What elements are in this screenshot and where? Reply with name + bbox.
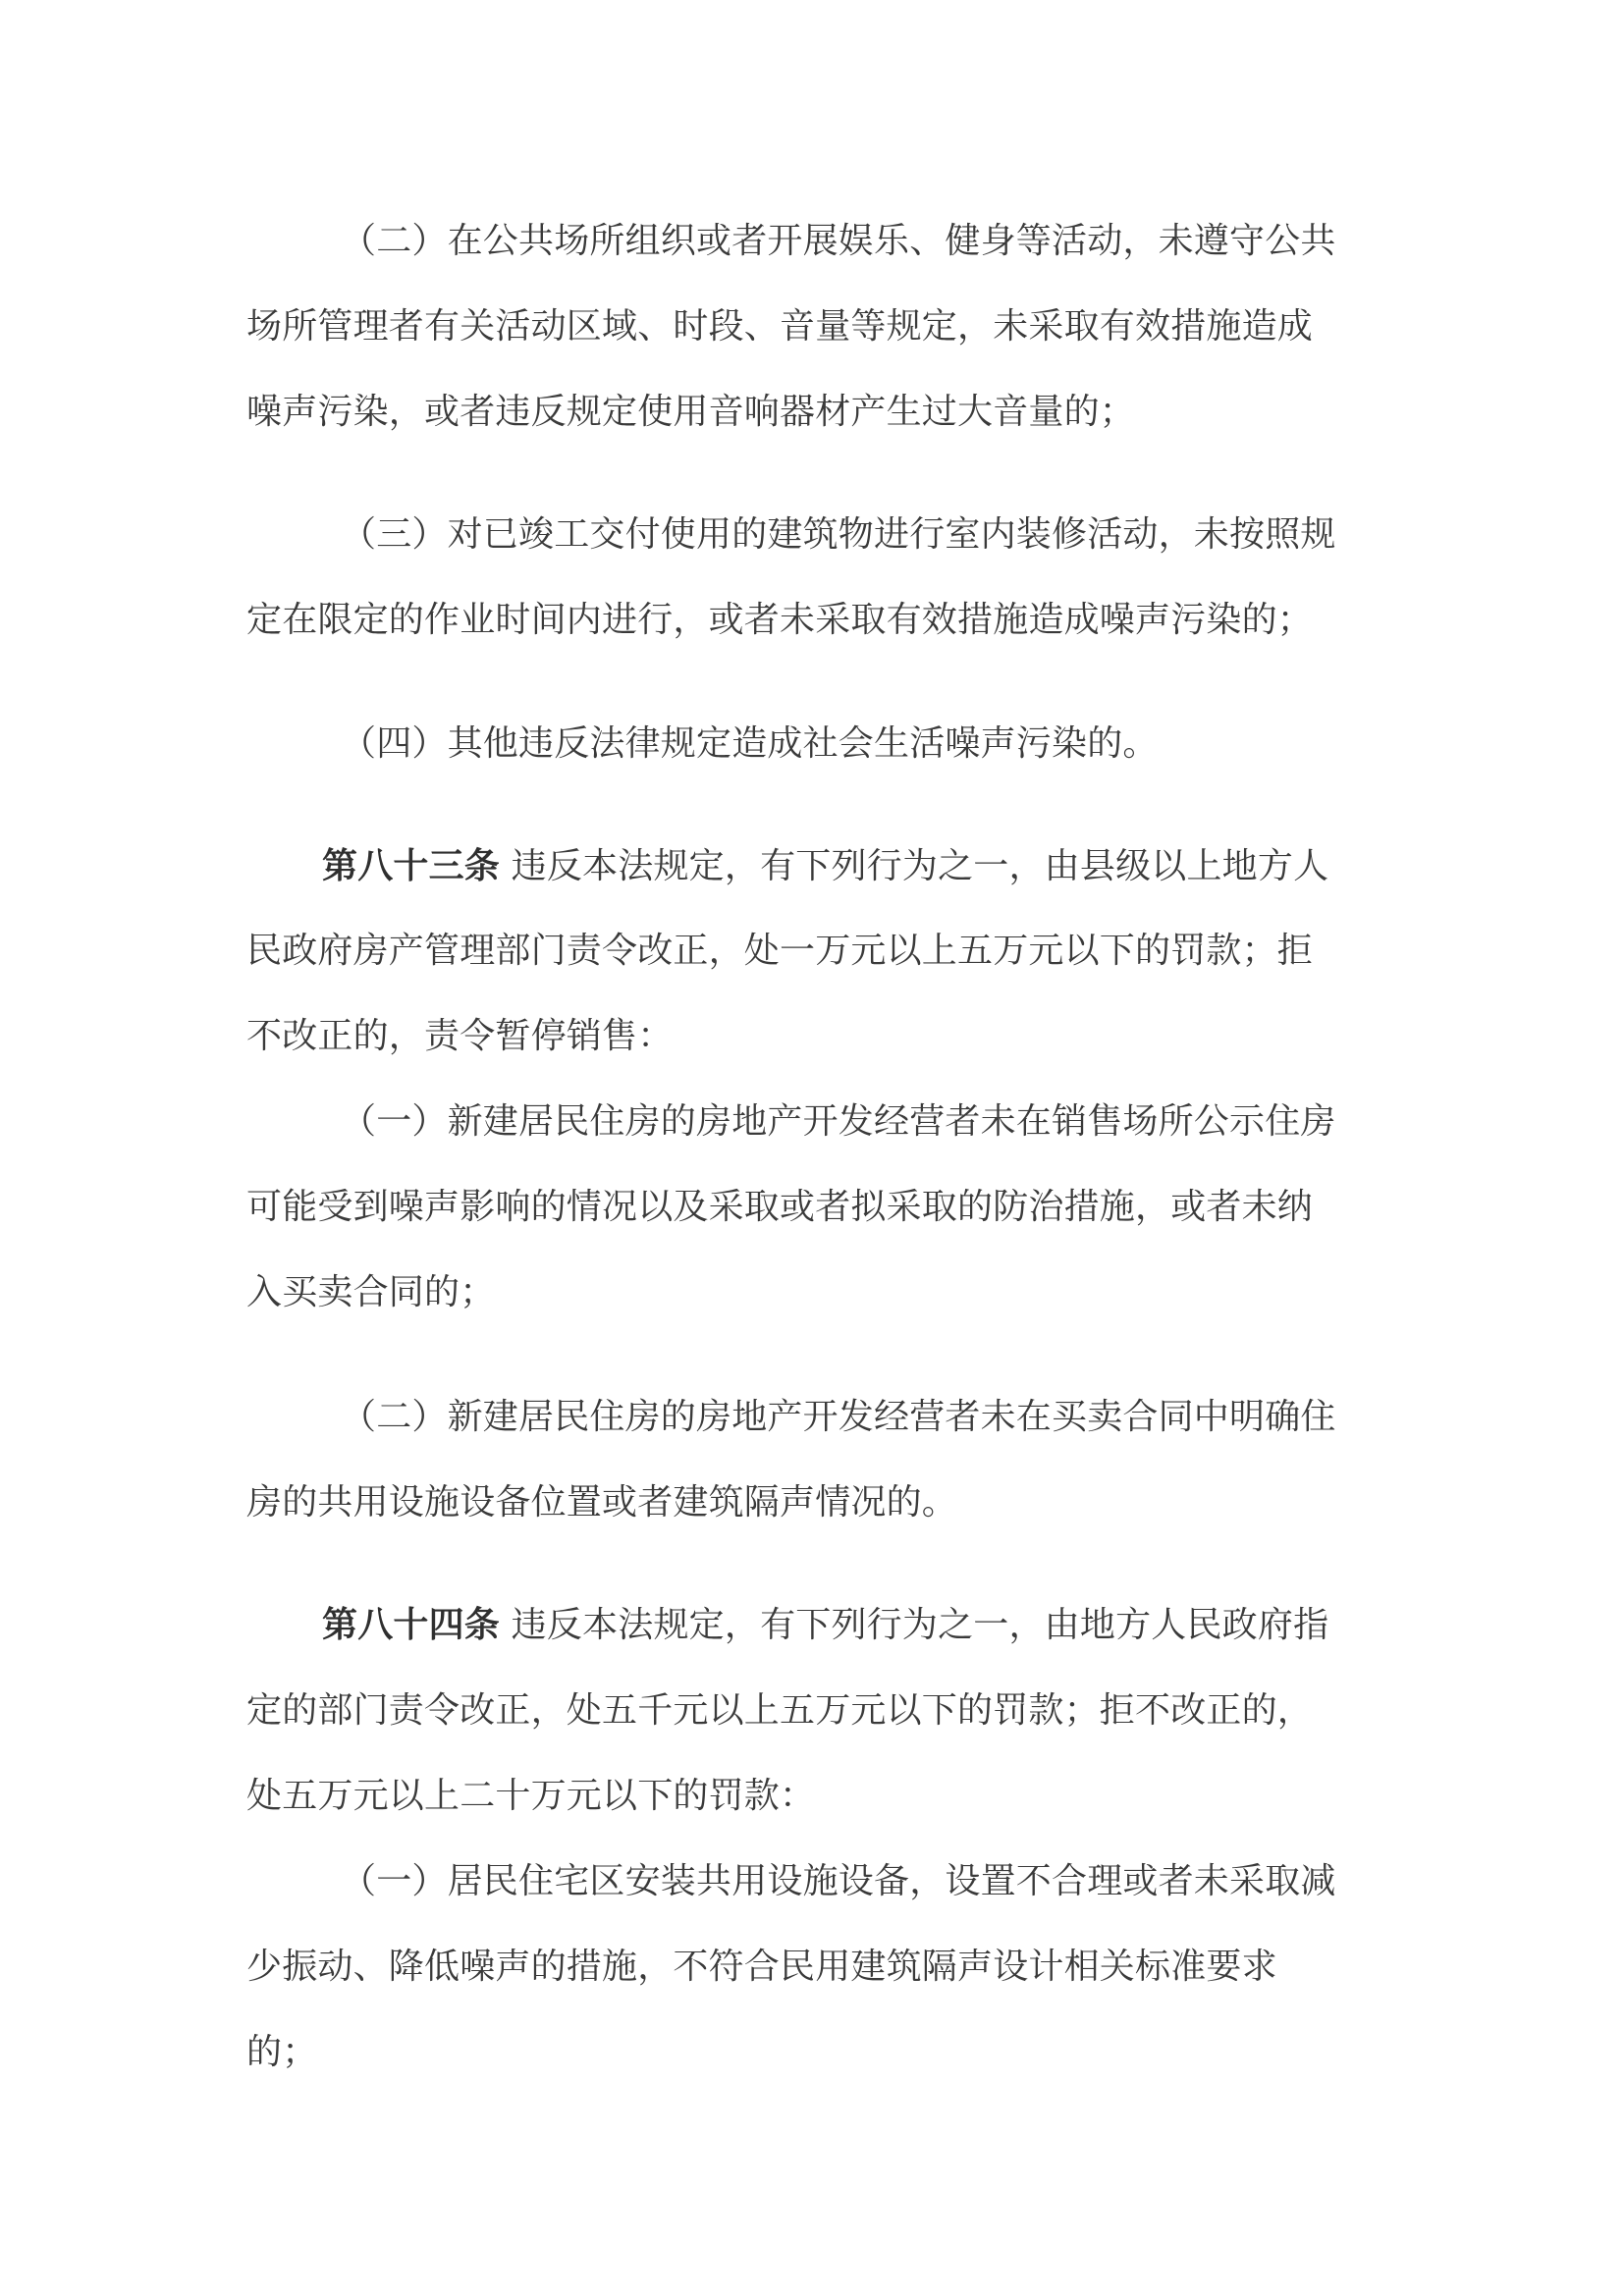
paragraph-line: 少振动、降低噪声的措施，不符合民用建筑隔声设计相关标准要求 xyxy=(246,1947,1277,1987)
paragraph-line: （一）新建居民住房的房地产开发经营者未在销售场所公示住房 xyxy=(341,1101,1336,1142)
paragraph-line: 入买卖合同的； xyxy=(246,1272,496,1312)
paragraph-line: 可能受到噪声影响的情况以及采取或者拟采取的防治措施，或者未纳 xyxy=(246,1187,1314,1227)
paragraph-line: 的； xyxy=(246,2032,318,2072)
paragraph-line: （二）在公共场所组织或者开展娱乐、健身等活动，未遵守公共 xyxy=(341,221,1336,261)
paragraph-line: 民政府房产管理部门责令改正，处一万元以上五万元以下的罚款；拒 xyxy=(246,931,1314,971)
paragraph-line: （四）其他违反法律规定造成社会生活噪声污染的。 xyxy=(341,723,1159,764)
paragraph-line: （三）对已竣工交付使用的建筑物进行室内装修活动，未按照规 xyxy=(341,514,1336,555)
paragraph-line: 定的部门责令改正，处五千元以上五万元以下的罚款；拒不改正的， xyxy=(246,1690,1314,1731)
article-83-first-line xyxy=(322,845,1328,888)
article-84-first-line xyxy=(322,1604,1328,1647)
article-heading: 第八十三条 xyxy=(322,846,501,886)
article-text: 违反本法规定，有下列行为之一，由县级以上地方人 xyxy=(511,846,1329,886)
article-heading: 第八十四条 xyxy=(322,1605,501,1645)
paragraph-line: 定在限定的作业时间内进行，或者未采取有效措施造成噪声污染的； xyxy=(246,600,1314,640)
paragraph-line: 场所管理者有关活动区域、时段、音量等规定，未采取有效措施造成 xyxy=(246,306,1314,347)
paragraph-line: （一）居民住宅区安装共用设施设备，设置不合理或者未采取减 xyxy=(341,1861,1336,1901)
paragraph-line: 噪声污染，或者违反规定使用音响器材产生过大音量的； xyxy=(246,392,1136,432)
article-text: 违反本法规定，有下列行为之一，由地方人民政府指 xyxy=(511,1605,1329,1645)
paragraph-line: 房的共用设施设备位置或者建筑隔声情况的。 xyxy=(246,1482,958,1522)
paragraph-line: 处五万元以上二十万元以下的罚款： xyxy=(246,1776,816,1816)
paragraph-line: 不改正的，责令暂停销售： xyxy=(246,1016,674,1056)
paragraph-line: （二）新建居民住房的房地产开发经营者未在买卖合同中明确住 xyxy=(341,1397,1336,1437)
